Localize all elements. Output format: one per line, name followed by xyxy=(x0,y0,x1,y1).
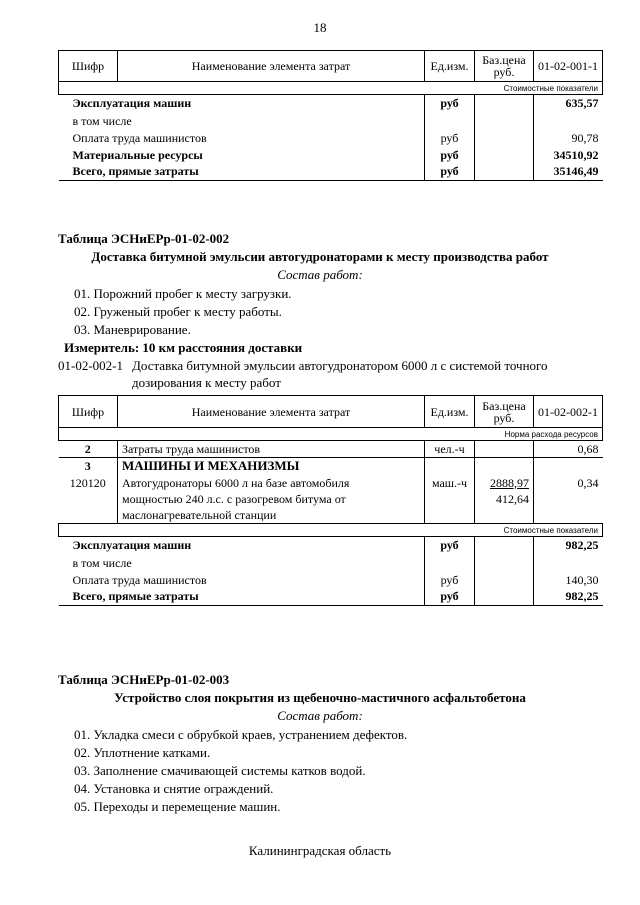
table-row: 3 МАШИНЫ И МЕХАНИЗМЫ xyxy=(59,458,603,475)
table-title-3: Таблица ЭСНиЕРр-01-02-003 xyxy=(58,672,230,687)
table-row: маслонагревательной станции xyxy=(59,508,603,524)
table-row: Всего, прямые затраты руб 982,25 xyxy=(59,589,603,606)
table-row: 120120 Автогудронаторы 6000 л на базе автомобиля маш.-ч 2888,97 0,34 xyxy=(59,475,603,492)
item-code: 01-02-002-1 xyxy=(58,358,123,373)
section-heading-2: Доставка битумной эмульсии автогудронаторами к месту производства работ xyxy=(91,249,549,264)
col-price-header: Баз.цена руб. xyxy=(475,51,534,82)
col-rate-code-header: 01-02-002-1 xyxy=(534,396,603,428)
cost-table-1 xyxy=(58,50,603,181)
table-header-row xyxy=(59,396,603,428)
table-row: 2 Затраты труда машинистов чел.-ч 0,68 xyxy=(59,441,603,458)
section-label: Стоимостные показатели xyxy=(59,524,603,537)
works-label-2: Состав работ: xyxy=(277,267,363,282)
works-label-3: Состав работ: xyxy=(277,708,363,723)
price-main: 2888,97 xyxy=(490,475,529,490)
work-item: 01. Укладка смеси с обрубкой краев, устранением дефектов. xyxy=(74,727,408,742)
work-item: 05. Переходы и перемещение машин. xyxy=(74,799,281,814)
page-number: 18 xyxy=(313,20,327,35)
col-price-header: Баз.цена руб. xyxy=(475,396,534,428)
work-item: 02. Груженый пробег к месту работы. xyxy=(74,304,282,319)
col-name-header: Наименование элемента затрат xyxy=(118,51,425,82)
col-rate-code-header: 01-02-001-1 xyxy=(534,51,603,82)
work-item: 04. Установка и снятие ограждений. xyxy=(74,781,274,796)
footer-region: Калининградская область xyxy=(248,843,392,858)
table-row: в том числе xyxy=(59,555,603,572)
measure-unit: Измеритель: 10 км расстояния доставки xyxy=(64,340,303,355)
col-unit-header: Ед.изм. xyxy=(425,51,475,82)
col-code-header: Шифр xyxy=(59,396,118,428)
cost-table-2 xyxy=(58,395,603,606)
price-labor: 412,64 xyxy=(475,492,534,508)
table-row: Оплата труда машинистов руб 90,78 xyxy=(59,130,603,147)
section-heading-3: Устройство слоя покрытия из щебеночно-мастичного асфальтобетона xyxy=(114,690,526,705)
col-name-header: Наименование элемента затрат xyxy=(118,396,425,428)
item-description: Доставка битумной эмульсии автогудронатором 6000 л с системой точного xyxy=(132,358,548,373)
col-code-header: Шифр xyxy=(59,51,118,82)
table-header-row xyxy=(59,51,603,82)
table-row: Материальные ресурсы руб 34510,92 xyxy=(59,147,603,164)
table-row: в том числе xyxy=(59,113,603,130)
work-item: 01. Порожний пробег к месту загрузки. xyxy=(74,286,292,301)
section-label: Норма расхода ресурсов xyxy=(59,428,603,441)
table-title-2: Таблица ЭСНиЕРр-01-02-002 xyxy=(58,231,230,246)
work-item: 03. Заполнение смачивающей системы катков водой. xyxy=(74,763,366,778)
table-row: Эксплуатация машин руб 635,57 xyxy=(59,95,603,113)
section-label: Стоимостные показатели xyxy=(59,82,603,95)
table-row: Всего, прямые затраты руб 35146,49 xyxy=(59,164,603,181)
table-row: мощностью 240 л.с. с разогревом битума от 412,64 xyxy=(59,492,603,508)
table-row: Оплата труда машинистов руб 140,30 xyxy=(59,572,603,589)
col-unit-header: Ед.изм. xyxy=(425,396,475,428)
work-item: 02. Уплотнение катками. xyxy=(74,745,211,760)
table-row: Эксплуатация машин руб 982,25 xyxy=(59,537,603,555)
work-item: 03. Маневрирование. xyxy=(74,322,191,337)
item-description: дозирования к месту работ xyxy=(132,375,281,390)
